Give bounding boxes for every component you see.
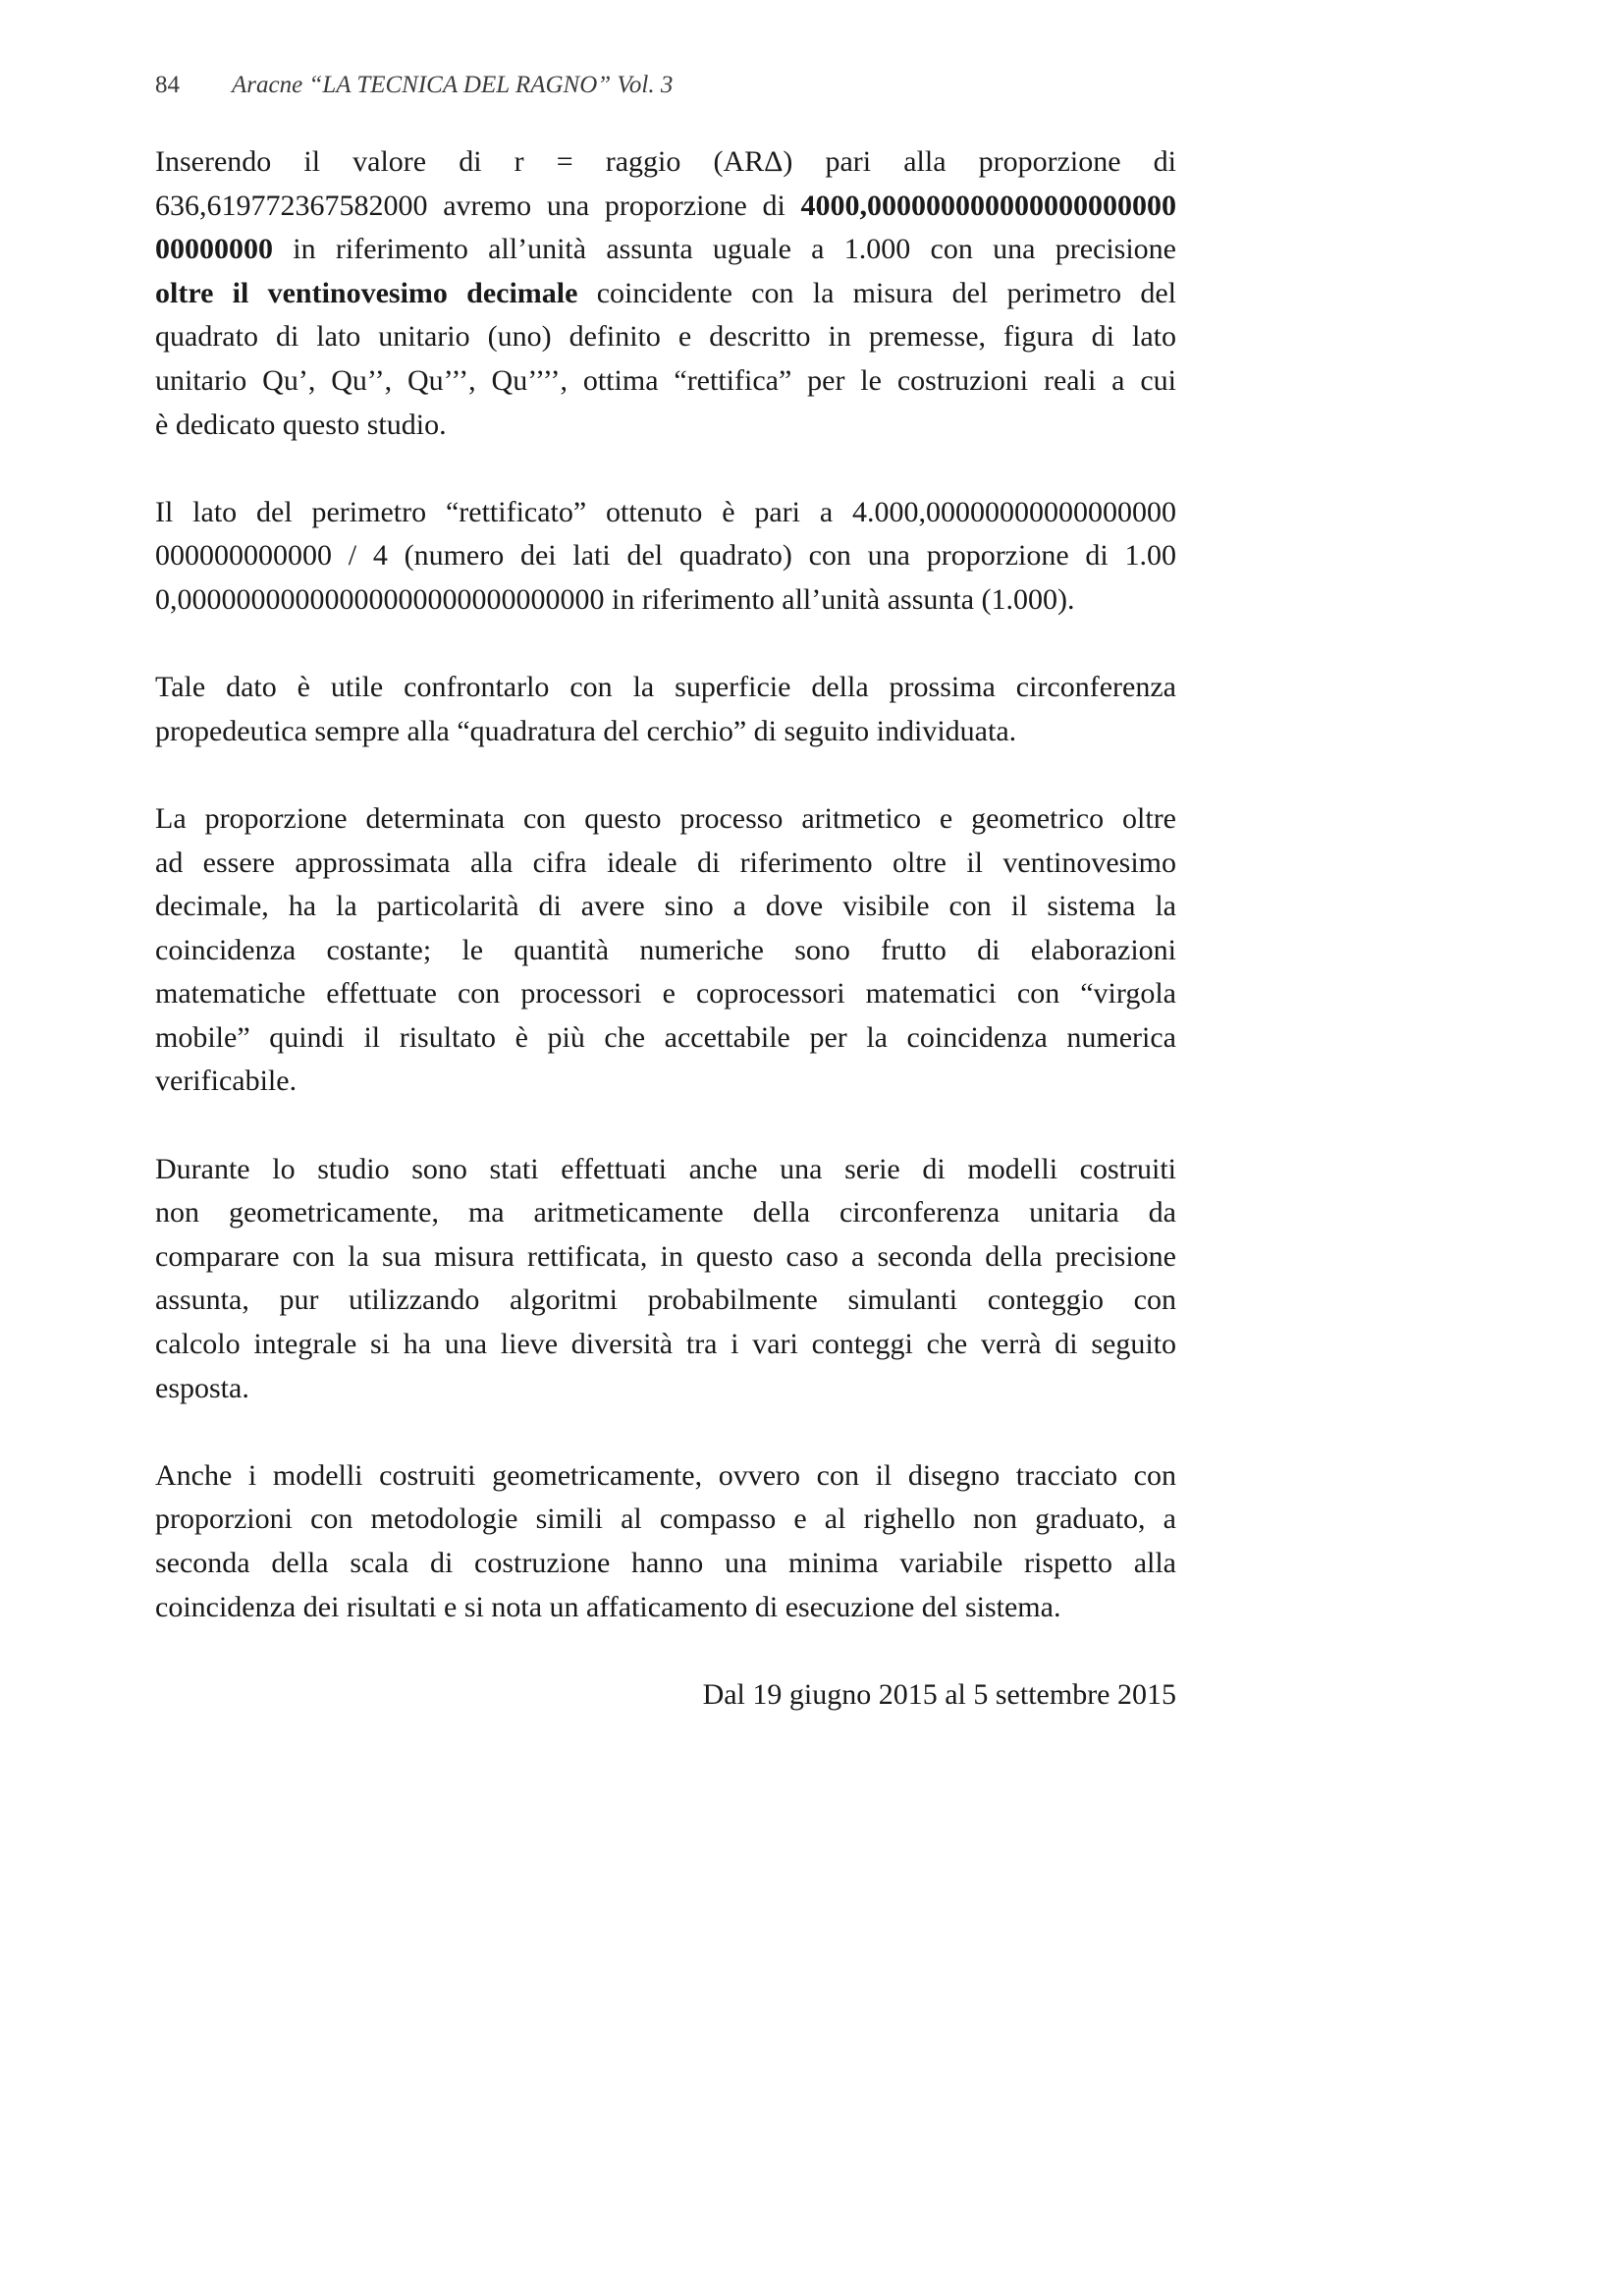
running-header — [155, 71, 673, 100]
dateline: Dal 19 giugno 2015 al 5 settembre 2015 — [702, 1677, 1176, 1711]
text-line: 0,00000000000000000000000000000 in riferimento all’unità assunta (1.000). — [155, 582, 1075, 616]
page-number: 84 — [155, 72, 180, 98]
running-title: Aracne “LA TECNICA DEL RAGNO” Vol. 3 — [232, 72, 674, 98]
bold-phrase: oltre il ventinovesimo decimale — [155, 276, 578, 309]
text-line: non geometricamente, ma aritmeticamente della circonferenza unitaria da — [155, 1196, 1176, 1230]
text-line: unitario Qu’, Qu’’, Qu’’’, Qu’’’’, ottima “rettifica” per le costruzioni reali a cui — [155, 363, 1176, 397]
paragraph-1 — [155, 140, 1176, 447]
text-line: proporzioni con metodologie simili al compasso e al righello non graduato, a — [155, 1503, 1176, 1536]
paragraph-3 — [155, 666, 1176, 753]
text-line: è dedicato questo studio. — [155, 408, 447, 441]
body-text — [155, 140, 1176, 1717]
bold-number: 4000,000000000000000000000 — [800, 189, 1176, 222]
paragraph-5 — [155, 1148, 1176, 1411]
text-line: Il lato del perimetro “rettificato” ottenuto è pari a 4.000,00000000000000000 — [155, 495, 1176, 528]
text-line: calcolo integrale si ha una lieve diversità tra i vari conteggi che verrà di seguito — [155, 1328, 1176, 1361]
text-line: 636,619772367582000 avremo una proporzione di 4000,000000000000000000000 — [155, 189, 1176, 222]
text-line: coincidenza dei risultati e si nota un affaticamento di esecuzione del sistema. — [155, 1590, 1061, 1623]
text-line: comparare con la sua misura rettificata, in questo caso a seconda della precisione — [155, 1239, 1176, 1273]
text-line: La proporzione determinata con questo processo aritmetico e geometrico oltre — [155, 801, 1176, 835]
text-line: matematiche effettuate con processori e coprocessori matematici con “virgola — [155, 977, 1176, 1011]
text-line: esposta. — [155, 1371, 249, 1404]
bold-number-continued: 00000000 — [155, 233, 273, 266]
paragraph-6 — [155, 1454, 1176, 1629]
text-line: assunta, pur utilizzando algoritmi probabilmente simulanti conteggio con — [155, 1284, 1176, 1317]
text-line: verificabile. — [155, 1065, 298, 1098]
text-line: seconda della scala di costruzione hanno una minima variabile rispetto alla — [155, 1547, 1176, 1579]
text-line: 000000000000 / 4 (numero dei lati del quadrato) con una proporzione di 1.00 — [155, 539, 1176, 573]
text-line: coincidenza costante; le quantità numeriche sono frutto di elaborazioni — [155, 933, 1176, 966]
text-line: Durante lo studio sono stati effettuati anche una serie di modelli costruiti — [155, 1152, 1176, 1185]
text-line: propedeutica sempre alla “quadratura del cerchio” di seguito individuata. — [155, 714, 1017, 747]
paragraph-2 — [155, 491, 1176, 623]
text-line: oltre il ventinovesimo decimale coincidente con la misura del perimetro del — [155, 276, 1176, 309]
text-line: decimale, ha la particolarità di avere sino a dove visibile con il sistema la — [155, 890, 1176, 923]
paragraph-4 — [155, 797, 1176, 1104]
text-line: ad essere approssimata alla cifra ideale di riferimento oltre il ventinovesimo — [155, 846, 1176, 879]
text-line: Tale dato è utile confrontarlo con la superficie della prossima circonferenza — [155, 671, 1176, 704]
text-line: 00000000 in riferimento all’unità assunta uguale a 1.000 con una precisione — [155, 233, 1176, 266]
text-line: quadrato di lato unitario (uno) definito e descritto in premesse, figura di lato — [155, 320, 1176, 354]
text-line: mobile” quindi il risultato è più che accettabile per la coincidenza numerica — [155, 1020, 1176, 1054]
text-line: Anche i modelli costruiti geometricamente, ovvero con il disegno tracciato con — [155, 1458, 1176, 1492]
text-line: Inserendo il valore di r = raggio (ARΔ) pari alla proporzione di — [155, 145, 1176, 178]
